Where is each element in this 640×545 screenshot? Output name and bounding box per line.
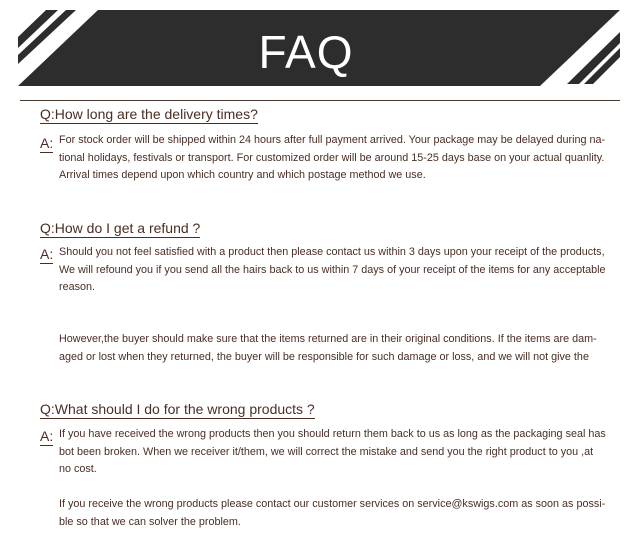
answer-mark: A: (40, 428, 54, 444)
answer-refund (59, 244, 606, 297)
answer-line: However,the buyer should make sure that the items returned are in their original conditions. If the items are dam- (59, 333, 597, 345)
answer-mark: A: (40, 246, 54, 262)
answer-refund-conditions (59, 331, 597, 366)
answer-line: no cost. (59, 463, 97, 476)
answer-line: aged or lost when they returned, the buyer will be responsible for such damage or loss, and we will not give the (59, 350, 589, 363)
answer-delivery-times (59, 132, 606, 185)
answer-line: tional holidays, festivals or transport. For customized order will be around 15-25 days base on your actual quanlity. (59, 151, 605, 164)
answer-line: Arrival times depend upon which country and which postage method we use. (59, 169, 426, 182)
header-rule (20, 100, 620, 101)
answer-wrong-products (59, 426, 606, 479)
question-delivery-times: Q:How long are the delivery times? (40, 106, 258, 122)
answer-line: bot been broken. When we receiver it/them, we will correct the mistake and send you the right product to you ,at (59, 445, 594, 458)
page-title: FAQ (258, 26, 354, 78)
answer-line: ble so that we can solver the problem. (59, 515, 241, 528)
answer-line: If you have received the wrong products then you should return them back to us as long as the packaging seal has (59, 428, 606, 440)
answer-line: Should you not feel satisfied with a product then please contact us within 3 days upon your receipt of the products, (59, 246, 605, 258)
answer-line: reason. (59, 281, 96, 294)
answer-line: We will refound you if you send all the hairs back to us within 7 days of your receipt of the items for any acceptable (59, 263, 606, 276)
question-refund: Q:How do I get a refund ? (40, 220, 201, 236)
answer-mark: A: (40, 135, 54, 151)
answer-line: If you receive the wrong products please contact our customer services on service@kswigs.com as soon as possi- (59, 498, 606, 510)
answer-wrong-products-contact (59, 496, 606, 531)
answer-line: For stock order will be shipped within 24 hours after full payment arrived. Your package may be delayed during na- (59, 134, 606, 146)
question-wrong-products: Q:What should I do for the wrong products ? (40, 401, 315, 417)
